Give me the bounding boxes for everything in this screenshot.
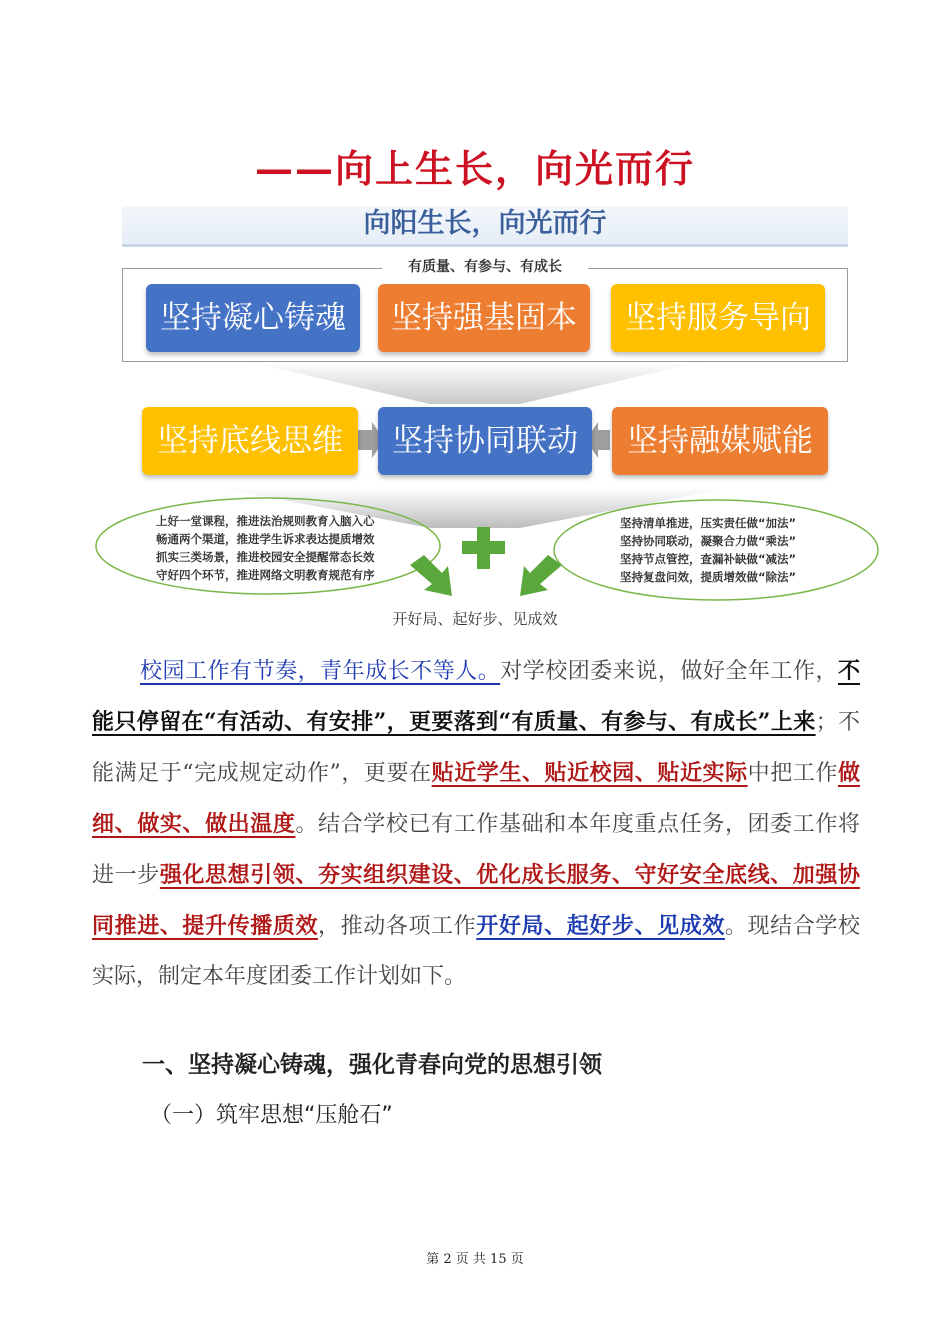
para-emph: 不能只停留在“有活动、有安排”，更要落到“有质量、有参与、有成长”上来: [92, 658, 860, 735]
left-ellipse-line: 上好一堂课程，推进法治规则教育入脑入心: [156, 514, 375, 528]
para-text: ；不能满足于“完成规定动作”，更要在: [92, 710, 860, 786]
para-text: ，推动各项工作: [318, 914, 477, 939]
body-paragraph: [92, 646, 860, 1002]
para-emph-red: 强化思想引领、夯实组织建设、优化成长服务、守好安全底线、加强协同推进、提升传播质效: [92, 862, 860, 939]
figure-banner-text: 向阳生长，向光而行: [363, 208, 607, 239]
right-ellipse-line: 坚持清单推进，压实责任做“加法”: [620, 516, 797, 530]
left-ellipse-line: 守好四个环节，推进网络文明教育规范有序: [156, 568, 375, 582]
right-ellipse-line: 坚持协同联动，凝聚合力做“乘法”: [620, 534, 797, 548]
para-emph-red: 做细、做实、做出温度: [92, 760, 860, 837]
box-row1-3: 坚持服务导向: [611, 284, 825, 352]
funnel-upper: [250, 362, 700, 404]
right-ellipse-line: 坚持复盘问效，提质增效做“除法”: [620, 570, 797, 584]
para-text: 。现结合学校实际，制定本年度团委工作计划如下。: [92, 914, 860, 989]
box-row1-2: 坚持强基固本: [378, 284, 590, 352]
page-title: ——向上生长，向光而行: [254, 146, 695, 191]
box-row1-1: 坚持凝心铸魂: [146, 284, 360, 352]
left-ellipse-text: [156, 512, 375, 584]
para-lead: 校园工作有节奏，青年成长不等人。: [140, 659, 501, 684]
green-arrow-right-icon: [520, 555, 562, 596]
para-text: 对学校团委来说，做好全年工作，: [500, 659, 838, 684]
para-text: 。结合学校已有工作基础和本年度重点任务，团委工作将进一步: [92, 812, 860, 888]
box-row2-2: 坚持协同联动: [378, 407, 592, 475]
box-row2-3: 坚持融媒赋能: [612, 407, 828, 475]
right-ellipse-line: 坚持节点管控，查漏补缺做“减法”: [620, 552, 797, 566]
heading-2: （一）筑牢思想“压舱石”: [150, 1103, 393, 1128]
para-text: 中把工作: [747, 761, 838, 786]
page-footer: 第 2 页 共 15 页: [426, 1252, 524, 1267]
left-ellipse-line: 抓实三类场景，推进校园安全提醒常态长效: [156, 550, 375, 564]
heading-1: 一、坚持凝心铸魂，强化青春向党的思想引领: [142, 1051, 602, 1078]
right-ellipse-text: [620, 514, 796, 586]
para-emph-blue: 开好局、起好步、见成效: [476, 913, 725, 939]
box-row2-1: 坚持底线思维: [142, 407, 358, 475]
frame-caption: 有质量、有参与、有成长: [382, 256, 588, 278]
left-ellipse-line: 畅通两个渠道，推进学生诉求表达提质增效: [156, 532, 375, 546]
figure-result: 开好局、起好步、见成效: [392, 610, 558, 628]
para-emph-red: 贴近学生、贴近校园、贴近实际: [431, 760, 748, 786]
